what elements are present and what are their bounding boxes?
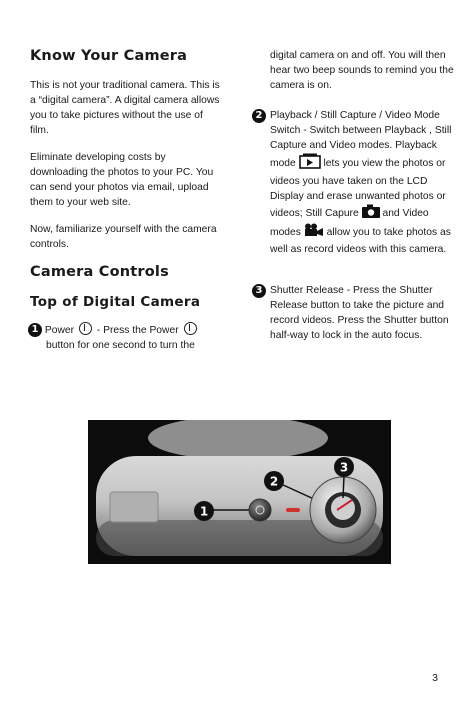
intro-paragraph-3: Now, familiarize yourself with the camera controls.: [30, 224, 217, 250]
item-3-shutter: [252, 283, 458, 343]
item-3-text: Shutter Release - Press the Shutter Release button to take the picture and record videos. Press the Shutter button half-way to lock in the auto focus.: [270, 285, 449, 341]
item-1-label: Power: [44, 325, 75, 336]
power-icon: [79, 322, 92, 335]
item-2-text-d: allow you to take photos as well as record videos with this camera.: [270, 227, 451, 255]
camera-icon: [362, 204, 380, 223]
callout-number-3: 3: [252, 284, 266, 298]
heading-camera-controls: Camera Controls: [30, 264, 169, 280]
intro-paragraph-1: This is not your traditional camera. This is a “digital camera”. A digital camera allows you to take pictures without the use of film.: [30, 80, 220, 136]
heading-know-your-camera: Know Your Camera: [30, 48, 188, 64]
item-2-title: Playback / Still Capture / Video Mode Switch - Switch between Playback , Still Capture and Video modes. Playback mode: [270, 110, 452, 170]
item-1-power: [28, 322, 228, 353]
photo-callout-3: [334, 457, 354, 477]
callout-number-2: 2: [252, 109, 266, 123]
photo-callout-1: [194, 501, 214, 521]
heading-top-of-camera: Top of Digital Camera: [30, 294, 201, 310]
item-1-text-b: button for one second to turn the: [46, 340, 195, 351]
video-camera-icon: [304, 223, 324, 242]
intro-paragraph-2: Eliminate developing costs by downloading the photos to your PC. You can send your photos via email, upload them to your web site.: [30, 152, 214, 208]
item-1-text-a: - Press the Power: [93, 325, 182, 336]
callout-number-1: 1: [28, 323, 42, 337]
svg-text:3: 3: [339, 460, 349, 475]
playback-icon: [299, 153, 321, 174]
power-icon: [184, 322, 197, 335]
photo-callout-2: [264, 471, 284, 491]
item-1-continued: digital camera on and off. You will then hear two beep sounds to remind you the camera is on.: [270, 50, 454, 91]
page-number: 3: [432, 672, 438, 684]
item-2-text-b: lets you view the photos or videos you have taken on the LCD Display and erase unwanted photos or videos; Still Capure: [270, 158, 446, 220]
item-2-mode-switch: [252, 108, 458, 257]
item-2-text-c: and Video modes: [270, 208, 429, 239]
svg-text:2: 2: [269, 474, 279, 489]
svg-text:1: 1: [199, 504, 209, 519]
camera-top-photo: [88, 420, 391, 564]
